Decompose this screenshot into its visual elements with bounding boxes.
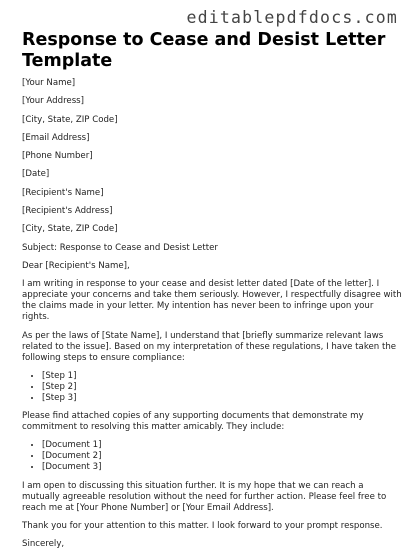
steps-list (22, 371, 402, 404)
list-item: • [Document 3] (42, 462, 402, 473)
list-item: • [Step 3] (42, 393, 402, 404)
body-paragraph-1: I am writing in response to your cease and desist letter dated [Date of the letter]. I appreciate your concerns and take them seriously. However, I respectfully disagree with the claims made in your letter. My intention has never been to infringe upon your rights. (22, 279, 402, 323)
letter-body (22, 78, 402, 558)
recipient-city-line: [City, State, ZIP Code] (22, 224, 118, 235)
list-item: • [Document 1] (42, 440, 402, 451)
recipient-name-line: [Recipient's Name] (22, 187, 104, 198)
site-brand-logo: editablepdfdocs.com (186, 8, 398, 27)
sender-email-line: [Email Address] (22, 132, 90, 143)
salutation: Dear [Recipient's Name], (22, 260, 130, 271)
body-paragraph-5: Thank you for your attention to this matter. I look forward to your prompt response. (22, 521, 383, 532)
body-paragraph-4: I am open to discussing this situation further. It is my hope that we can reach a mutually agreeable resolution without the need for further action. Please feel free to reach me at [Your Phone Number] or [Your Email Address]. (22, 480, 387, 513)
body-paragraph-2: As per the laws of [State Name], I understand that [briefly summarize relevant laws related to the issue]. Based on my interpretation of these regulations, I have taken the following steps to ensure compliance: (22, 330, 397, 363)
documents-list (22, 440, 402, 473)
list-item: • [Step 2] (42, 382, 402, 393)
sender-address-line: [Your Address] (22, 96, 85, 107)
document-title: Response to Cease and Desist Letter Template (22, 30, 386, 71)
date-line: [Date] (22, 169, 50, 180)
closing: Sincerely, (22, 539, 65, 550)
sender-phone-line: [Phone Number] (22, 151, 93, 162)
sender-name-line: [Your Name] (22, 78, 76, 88)
body-paragraph-3: Please find attached copies of any supporting documents that demonstrate my commitment to resolving this matter amicably. They include: (22, 411, 364, 433)
recipient-address-line: [Recipient's Address] (22, 206, 113, 217)
list-item: • [Document 2] (42, 451, 402, 462)
sender-city-line: [City, State, ZIP Code] (22, 114, 118, 125)
list-item: • [Step 1] (42, 371, 402, 382)
subject-line: Subject: Response to Cease and Desist Letter (22, 242, 218, 253)
